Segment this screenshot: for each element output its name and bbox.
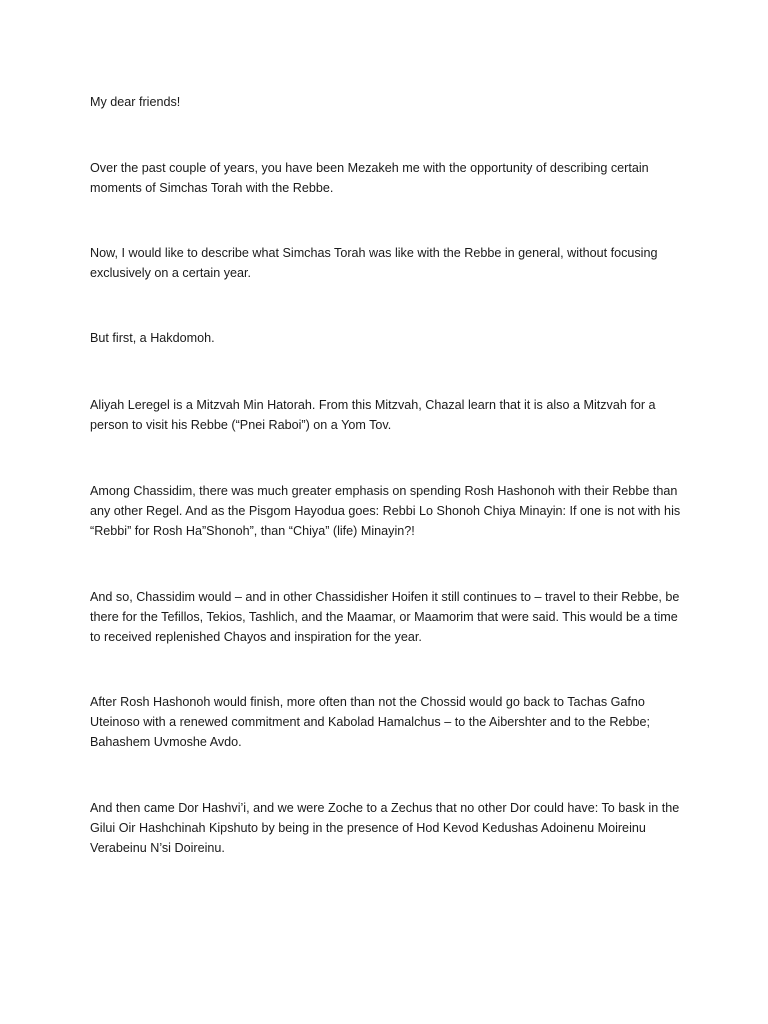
greeting-paragraph: My dear friends! [90, 95, 181, 109]
paragraph-8: And then came Dor Hashvi’i, and we were Zoche to a Zechus that no other Dor could have: To bask in the Gilui Oir Hashchinah Kipshuto by being in the presence of Hod Kevod Kedushas Adoinenu Moireinu Verabeinu N’si Doireinu. [90, 801, 680, 855]
paragraph-5: Among Chassidim, there was much greater emphasis on spending Rosh Hashonoh with their Rebbe than any other Regel. And as the Pisgom Hayodua goes: Rebbi Lo Shonoh Chiya Minayin: If one is not with his “Rebbi” for Rosh Ha”Shonoh”, than “Chiya” (life) Minayin?! [90, 484, 681, 538]
paragraph-4: Aliyah Leregel is a Mitzvah Min Hatorah. From this Mitzvah, Chazal learn that it is also a Mitzvah for a person to visit his Rebbe (“Pnei Raboi”) on a Yom Tov. [90, 398, 656, 432]
paragraph-7: After Rosh Hashonoh would finish, more often than not the Chossid would go back to Tachas Gafno Uteinoso with a renewed commitment and Kabolad Hamalchus – to the Aibershter and to the Rebbe; Bahashem Uvmoshe Avdo. [90, 695, 651, 749]
paragraph-3: But first, a Hakdomoh. [90, 331, 215, 345]
paragraph-1: Over the past couple of years, you have been Mezakeh me with the opportunity of describing certain moments of Simchas Torah with the Rebbe. [90, 161, 649, 195]
paragraph-2: Now, I would like to describe what Simchas Torah was like with the Rebbe in general, without focusing exclusively on a certain year. [90, 246, 658, 280]
paragraph-6: And so, Chassidim would – and in other Chassidisher Hoifen it still continues to – travel to their Rebbe, be there for the Tefillos, Tekios, Tashlich, and the Maamar, or Maamorim that were said. This would be a time to received replenished Chayos and inspiration for the year. [90, 590, 680, 644]
